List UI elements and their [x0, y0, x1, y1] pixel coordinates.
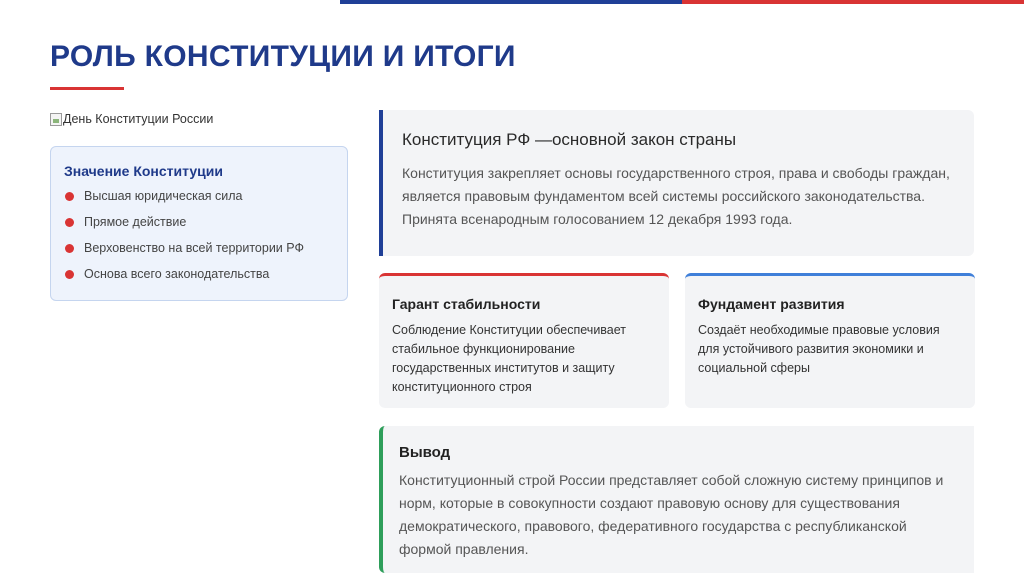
top-bar-red-segment [682, 0, 1024, 4]
stability-card-text: Соблюдение Конституции обеспечивает стабильное функционирование государственных институтов и защиту конституционного строя [392, 323, 627, 394]
meaning-list [64, 189, 347, 293]
image-alt-text: День Конституции России [63, 112, 214, 126]
title-underline [50, 87, 124, 90]
meaning-title: Значение Конституции [64, 163, 223, 179]
main-constitution-card [379, 110, 974, 256]
list-item [64, 267, 347, 293]
bullet-dot-icon [65, 192, 74, 201]
conclusion-card [379, 426, 974, 573]
constitution-day-image [50, 112, 213, 126]
list-item [64, 215, 347, 241]
page-title: РОЛЬ КОНСТИТУЦИИ И ИТОГИ [50, 40, 516, 73]
list-item [64, 189, 347, 215]
development-card-title: Фундамент развития [698, 296, 845, 312]
development-card-text: Создаёт необходимые правовые условия для устойчивого развития экономики и социальной сферы [698, 323, 940, 375]
broken-image-icon [50, 113, 62, 126]
development-card [685, 273, 975, 408]
bullet-dot-icon [65, 244, 74, 253]
list-item-label: Основа всего законодательства [84, 267, 270, 281]
stability-card-title: Гарант стабильности [392, 296, 541, 312]
bullet-dot-icon [65, 270, 74, 279]
top-bar-blue-segment [340, 0, 682, 4]
list-item-label: Высшая юридическая сила [84, 189, 243, 203]
conclusion-title: Вывод [399, 444, 451, 461]
stability-card [379, 273, 669, 408]
main-card-text: Конституция закрепляет основы государственного строя, права и свободы граждан, является правовым фундаментом всей системы российского законодательства. Принята всенародным голосованием 12 декабря 1993 года. [402, 165, 950, 227]
conclusion-text: Конституционный строй России представляет собой сложную систему принципов и норм, которые в совокупности создают правовую основу для существования демократического, правового, федеративного государства с республиканской формой правления. [399, 472, 944, 557]
main-card-title: Конституция РФ —основной закон страны [402, 130, 737, 149]
meaning-box [50, 146, 348, 301]
list-item-label: Прямое действие [84, 215, 187, 229]
list-item [64, 241, 347, 267]
top-accent-bar [340, 0, 1024, 4]
bullet-dot-icon [65, 218, 74, 227]
list-item-label: Верховенство на всей территории РФ [84, 241, 304, 255]
